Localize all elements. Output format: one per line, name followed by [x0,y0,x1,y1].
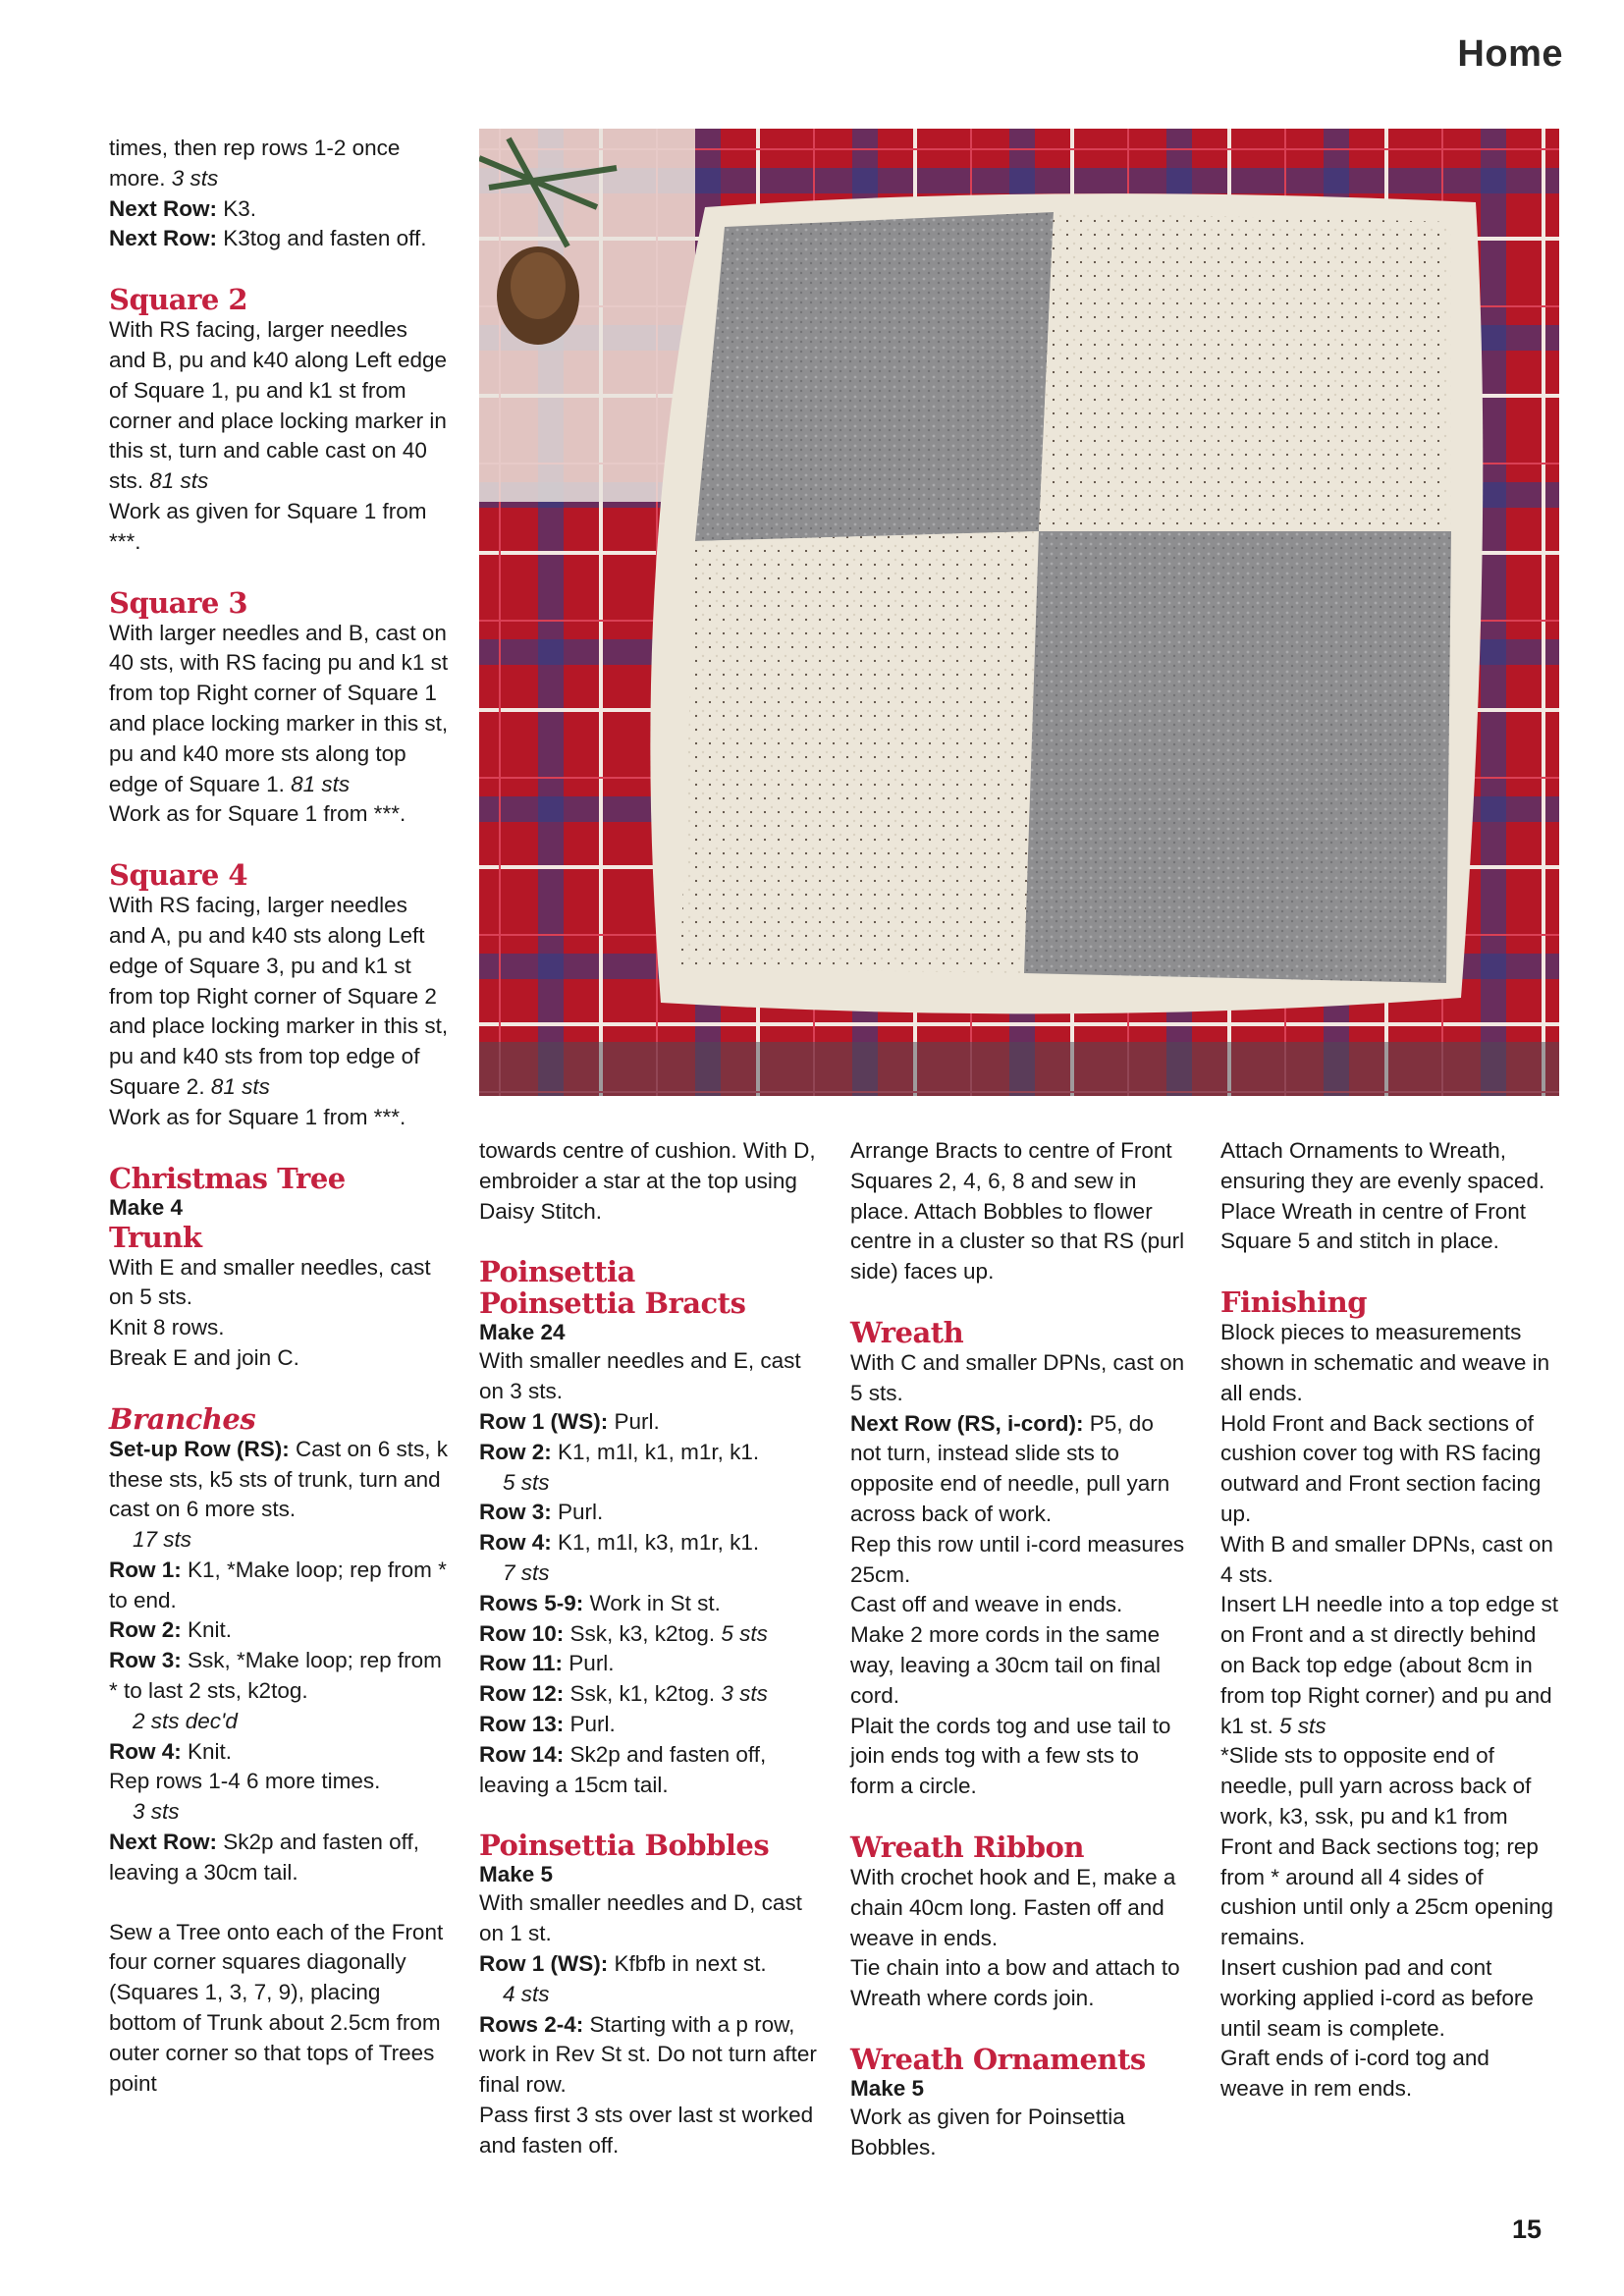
row-instruction: Row 1 (WS): Kfbfb in next st. [479,1950,767,1976]
heading-finishing: Finishing [1220,1285,1367,1320]
paragraph: towards centre of cushion. With D, embroider a star at the top using Daisy Stitch. [479,1138,816,1224]
heading-wreath: Wreath [850,1315,964,1349]
paragraph: *Slide sts to opposite end of needle, pull yarn across back of work, k3, ssk, pu and k1 from Front and Back sections tog; rep from * around all 4 sides of cushion until only a 25cm opening remains. [1220,1743,1553,1950]
make-count: Make 4 [109,1194,184,1220]
heading-square-2: Square 2 [109,283,248,317]
paragraph: Sew a Tree onto each of the Front four corner squares diagonally (Squares 1, 3, 7, 9), placing bottom of Trunk about 2.5cm from outer corner so that tops of Trees point [109,1919,444,2096]
row-instruction: Rows 2-4: Starting with a p row, work in Rev St st. Do not turn after final row. [479,2011,817,2098]
row-instruction: Row 12: Ssk, k1, k2tog. 3 sts [479,1681,768,1707]
stitch-count: 3 sts [133,1799,180,1825]
heading-wreath-ribbon: Wreath Ribbon [850,1830,1084,1864]
paragraph: Cast off and weave in ends. [850,1592,1123,1617]
stitch-count: 4 sts [503,1981,550,2006]
column-4 [1220,1136,1559,2105]
paragraph: With C and smaller DPNs, cast on 5 sts. [850,1349,1185,1405]
paragraph: Work as for Square 1 from ***. [109,801,406,827]
paragraph: Work as for Square 1 from ***. [109,1104,406,1129]
paragraph: Work as given for Poinsettia Bobbles. [850,2104,1125,2159]
paragraph: With smaller needles and E, cast on 3 sts. [479,1348,801,1404]
heading-poinsettia-bracts: Poinsettia Bracts [479,1286,746,1321]
paragraph: Break E and join C. [109,1344,299,1370]
row-instruction: Next Row: Sk2p and fasten off, leaving a 30cm tail. [109,1830,420,1885]
paragraph: Plait the cords tog and use tail to join ends tog with a few sts to form a circle. [850,1713,1171,1799]
paragraph: Attach Ornaments to Wreath, ensuring they are evenly spaced. [1220,1138,1545,1193]
paragraph: Arrange Bracts to centre of Front Squares 2, 4, 6, 8 and sew in place. Attach Bobbles to flower centre in a cluster so that RS (purl side) faces up. [850,1138,1185,1285]
paragraph: With smaller needles and D, cast on 1 st. [479,1890,802,1946]
paragraph: Hold Front and Back sections of cushion cover tog with RS facing outward and Front section facing up. [1220,1410,1542,1526]
paragraph: Make 2 more cords in the same way, leaving a 30cm tail on final cord. [850,1622,1161,1708]
paragraph: Place Wreath in centre of Front Square 5 and stitch in place. [1220,1198,1526,1254]
column-3 [850,1136,1189,2163]
paragraph: With RS facing, larger needles and B, pu and k40 along Left edge of Square 1, pu and k1 st from corner and place locking marker in this st, turn and cable cast on 40 sts. 81 sts [109,317,448,494]
paragraph: Tie chain into a bow and attach to Wreath where cords join. [850,1955,1180,2011]
heading-square-3: Square 3 [109,585,248,620]
column-2 [479,1136,818,2161]
paragraph: With larger needles and B, cast on 40 sts, with RS facing pu and k1 st from top Right corner of Square 1 and place locking marker in this st, pu and k40 more sts along top edge of Square 1. 81 sts [109,620,449,796]
row-instruction: Row 3: Purl. [479,1500,604,1525]
paragraph: Block pieces to measurements shown in schematic and weave in all ends. [1220,1320,1550,1405]
stitch-count: 5 sts [503,1469,550,1495]
row-instruction: Row 3: Ssk, *Make loop; rep from * to last 2 sts, k2tog. [109,1648,442,1704]
paragraph: Rep rows 1-4 6 more times. [109,1769,381,1794]
paragraph: Pass first 3 sts over last st worked and fasten off. [479,2102,814,2158]
row-instruction: Row 2: K1, m1l, k1, m1r, k1. [479,1439,760,1464]
cushion-photo [479,129,1559,1096]
paragraph: With B and smaller DPNs, cast on 4 sts. [1220,1531,1553,1587]
row-instruction: Next Row (RS, i-cord): P5, do not turn, instead slide sts to opposite end of needle, pull yarn across back of work. [850,1410,1170,1526]
paragraph: Insert cushion pad and cont working applied i-cord as before until seam is complete. [1220,1954,1534,2041]
heading-trunk: Trunk [109,1220,202,1254]
paragraph: With RS facing, larger needles and A, pu and k40 sts along Left edge of Square 3, pu and k1 st from top Right corner of Square 2 and place locking marker in this st, pu and k40 sts from top edge of Square 2. 81 sts [109,893,449,1099]
paragraph: times, then rep rows 1-2 once more. 3 sts [109,136,401,191]
page-number: 15 [1511,2214,1542,2244]
paragraph: Insert LH needle into a top edge st on Front and a st directly behind on Back top edge (about 8cm in from top Right corner) and pu and k1 st. 5 sts [1220,1592,1558,1738]
row-instruction: Row 1 (WS): Purl. [479,1408,660,1434]
stitch-count: 2 sts dec'd [133,1708,238,1733]
heading-poinsettia: Poinsettia [479,1255,635,1289]
section-label: Home [1457,33,1563,75]
heading-branches: Branches [109,1401,256,1436]
row-instruction: Row 2: Knit. [109,1617,233,1643]
heading-square-4: Square 4 [109,858,248,893]
column-1 [109,134,449,2099]
make-count: Make 5 [479,1862,554,1887]
make-count: Make 5 [850,2075,925,2101]
row-instruction: Set-up Row (RS): Cast on 6 sts, k these sts, k5 sts of trunk, turn and cast on 6 more sts. [109,1436,449,1522]
row-instruction: Next Row: K3. [109,195,257,221]
row-instruction: Row 4: K1, m1l, k3, m1r, k1. [479,1530,760,1556]
stitch-count: 7 sts [503,1559,550,1585]
row-instruction: Row 1: K1, *Make loop; rep from * to end. [109,1557,447,1613]
stitch-count: 17 sts [133,1527,192,1553]
cushion-illustration [479,129,1559,1096]
paragraph: With E and smaller needles, cast on 5 sts. [109,1254,431,1310]
paragraph: Graft ends of i-cord tog and weave in rem ends. [1220,2046,1489,2102]
paragraph: Work as given for Square 1 from ***. [109,498,427,554]
heading-poinsettia-bobbles: Poinsettia Bobbles [479,1829,770,1863]
row-instruction: Row 10: Ssk, k3, k2tog. 5 sts [479,1620,768,1646]
heading-christmas-tree: Christmas Tree [109,1161,346,1195]
heading-wreath-ornaments: Wreath Ornaments [850,2042,1146,2076]
row-instruction: Row 14: Sk2p and fasten off, leaving a 15cm tail. [479,1741,767,1797]
paragraph: Knit 8 rows. [109,1315,225,1340]
paragraph: With crochet hook and E, make a chain 40cm long. Fasten off and weave in ends. [850,1864,1176,1950]
row-instruction: Row 4: Knit. [109,1738,233,1764]
make-count: Make 24 [479,1320,566,1345]
row-instruction: Row 13: Purl. [479,1711,616,1736]
row-instruction: Row 11: Purl. [479,1651,615,1676]
row-instruction: Next Row: K3tog and fasten off. [109,226,427,251]
paragraph: Rep this row until i-cord measures 25cm. [850,1531,1185,1587]
row-instruction: Rows 5-9: Work in St st. [479,1590,721,1615]
